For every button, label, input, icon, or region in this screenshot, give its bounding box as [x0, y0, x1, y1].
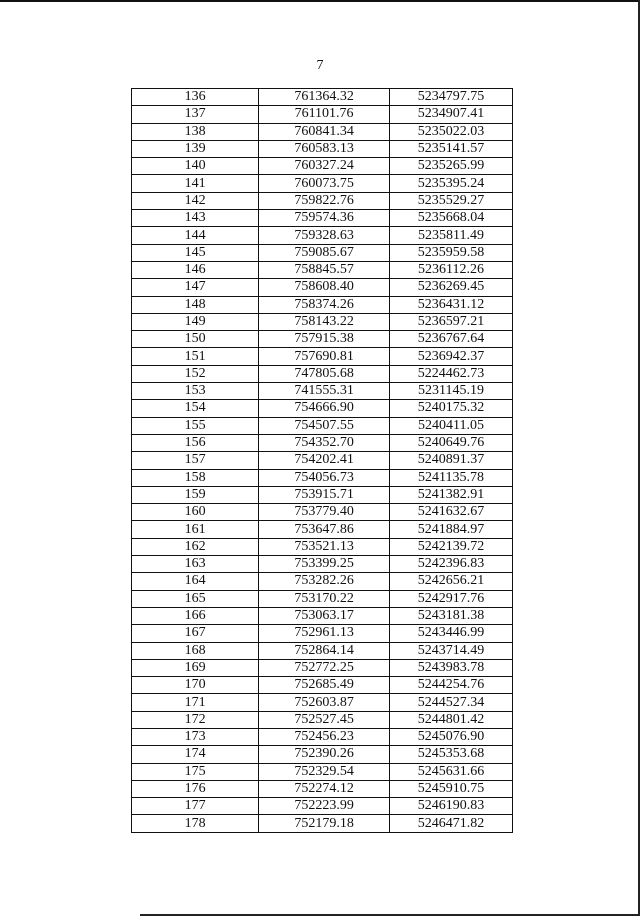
x-coordinate-cell: 753521.13: [259, 538, 390, 555]
table-row: [132, 625, 513, 642]
y-coordinate-cell: 5236942.37: [389, 348, 512, 365]
y-coordinate-cell: 5245910.75: [389, 780, 512, 797]
y-coordinate-cell: 5234907.41: [389, 106, 512, 123]
y-coordinate-cell: 5224462.73: [389, 365, 512, 382]
table-row: [132, 417, 513, 434]
y-coordinate-cell: 5246190.83: [389, 798, 512, 815]
point-number-cell: 171: [132, 694, 259, 711]
table-row: [132, 504, 513, 521]
y-coordinate-cell: 5244801.42: [389, 711, 512, 728]
point-number-cell: 169: [132, 659, 259, 676]
point-number-cell: 167: [132, 625, 259, 642]
x-coordinate-cell: 752456.23: [259, 728, 390, 745]
x-coordinate-cell: 752864.14: [259, 642, 390, 659]
y-coordinate-cell: 5245353.68: [389, 746, 512, 763]
y-coordinate-cell: 5240411.05: [389, 417, 512, 434]
table-row: [132, 140, 513, 157]
table-row: [132, 400, 513, 417]
y-coordinate-cell: 5236767.64: [389, 331, 512, 348]
table-row: [132, 210, 513, 227]
table-row: [132, 279, 513, 296]
point-number-cell: 153: [132, 383, 259, 400]
y-coordinate-cell: 5242656.21: [389, 573, 512, 590]
point-number-cell: 152: [132, 365, 259, 382]
point-number-cell: 175: [132, 763, 259, 780]
table-row: [132, 175, 513, 192]
point-number-cell: 151: [132, 348, 259, 365]
y-coordinate-cell: 5234797.75: [389, 89, 512, 106]
x-coordinate-cell: 760841.34: [259, 123, 390, 140]
y-coordinate-cell: 5240649.76: [389, 434, 512, 451]
point-number-cell: 161: [132, 521, 259, 538]
y-coordinate-cell: 5236597.21: [389, 313, 512, 330]
x-coordinate-cell: 752274.12: [259, 780, 390, 797]
table-row: [132, 815, 513, 832]
coordinates-table: [131, 88, 513, 833]
point-number-cell: 145: [132, 244, 259, 261]
x-coordinate-cell: 759574.36: [259, 210, 390, 227]
y-coordinate-cell: 5235811.49: [389, 227, 512, 244]
point-number-cell: 148: [132, 296, 259, 313]
table-row: [132, 780, 513, 797]
coordinates-table-body: [132, 89, 513, 833]
table-row: [132, 573, 513, 590]
y-coordinate-cell: 5235022.03: [389, 123, 512, 140]
point-number-cell: 178: [132, 815, 259, 832]
table-row: [132, 798, 513, 815]
table-row: [132, 607, 513, 624]
x-coordinate-cell: 758374.26: [259, 296, 390, 313]
x-coordinate-cell: 761101.76: [259, 106, 390, 123]
x-coordinate-cell: 753063.17: [259, 607, 390, 624]
y-coordinate-cell: 5235529.27: [389, 192, 512, 209]
table-row: [132, 728, 513, 745]
table-row: [132, 694, 513, 711]
table-row: [132, 452, 513, 469]
point-number-cell: 173: [132, 728, 259, 745]
x-coordinate-cell: 759085.67: [259, 244, 390, 261]
y-coordinate-cell: 5242396.83: [389, 556, 512, 573]
y-coordinate-cell: 5235395.24: [389, 175, 512, 192]
point-number-cell: 159: [132, 486, 259, 503]
point-number-cell: 147: [132, 279, 259, 296]
x-coordinate-cell: 753282.26: [259, 573, 390, 590]
table-row: [132, 296, 513, 313]
x-coordinate-cell: 752961.13: [259, 625, 390, 642]
point-number-cell: 158: [132, 469, 259, 486]
point-number-cell: 143: [132, 210, 259, 227]
x-coordinate-cell: 761364.32: [259, 89, 390, 106]
point-number-cell: 140: [132, 158, 259, 175]
x-coordinate-cell: 753779.40: [259, 504, 390, 521]
x-coordinate-cell: 760583.13: [259, 140, 390, 157]
table-row: [132, 331, 513, 348]
point-number-cell: 170: [132, 677, 259, 694]
point-number-cell: 172: [132, 711, 259, 728]
x-coordinate-cell: 752329.54: [259, 763, 390, 780]
table-row: [132, 348, 513, 365]
x-coordinate-cell: 754666.90: [259, 400, 390, 417]
x-coordinate-cell: 758608.40: [259, 279, 390, 296]
y-coordinate-cell: 5244254.76: [389, 677, 512, 694]
page-number: 7: [316, 58, 324, 73]
y-coordinate-cell: 5240891.37: [389, 452, 512, 469]
point-number-cell: 138: [132, 123, 259, 140]
x-coordinate-cell: 760327.24: [259, 158, 390, 175]
x-coordinate-cell: 758143.22: [259, 313, 390, 330]
table-row: [132, 521, 513, 538]
point-number-cell: 162: [132, 538, 259, 555]
x-coordinate-cell: 752772.25: [259, 659, 390, 676]
table-row: [132, 227, 513, 244]
table-row: [132, 261, 513, 278]
y-coordinate-cell: 5235265.99: [389, 158, 512, 175]
table-row: [132, 89, 513, 106]
point-number-cell: 164: [132, 573, 259, 590]
point-number-cell: 156: [132, 434, 259, 451]
point-number-cell: 149: [132, 313, 259, 330]
point-number-cell: 168: [132, 642, 259, 659]
point-number-cell: 176: [132, 780, 259, 797]
table-row: [132, 469, 513, 486]
y-coordinate-cell: 5246471.82: [389, 815, 512, 832]
y-coordinate-cell: 5243714.49: [389, 642, 512, 659]
y-coordinate-cell: 5236269.45: [389, 279, 512, 296]
x-coordinate-cell: 760073.75: [259, 175, 390, 192]
y-coordinate-cell: 5244527.34: [389, 694, 512, 711]
table-row: [132, 365, 513, 382]
table-row: [132, 123, 513, 140]
table-row: [132, 383, 513, 400]
table-row: [132, 556, 513, 573]
point-number-cell: 141: [132, 175, 259, 192]
x-coordinate-cell: 752179.18: [259, 815, 390, 832]
x-coordinate-cell: 754056.73: [259, 469, 390, 486]
point-number-cell: 163: [132, 556, 259, 573]
point-number-cell: 157: [132, 452, 259, 469]
point-number-cell: 154: [132, 400, 259, 417]
x-coordinate-cell: 754352.70: [259, 434, 390, 451]
y-coordinate-cell: 5245076.90: [389, 728, 512, 745]
x-coordinate-cell: 759822.76: [259, 192, 390, 209]
y-coordinate-cell: 5235668.04: [389, 210, 512, 227]
x-coordinate-cell: 753399.25: [259, 556, 390, 573]
scan-border-top: [0, 0, 640, 2]
table-row: [132, 659, 513, 676]
y-coordinate-cell: 5236431.12: [389, 296, 512, 313]
point-number-cell: 136: [132, 89, 259, 106]
x-coordinate-cell: 754507.55: [259, 417, 390, 434]
y-coordinate-cell: 5243446.99: [389, 625, 512, 642]
y-coordinate-cell: 5231145.19: [389, 383, 512, 400]
x-coordinate-cell: 752603.87: [259, 694, 390, 711]
table-row: [132, 590, 513, 607]
y-coordinate-cell: 5245631.66: [389, 763, 512, 780]
point-number-cell: 144: [132, 227, 259, 244]
y-coordinate-cell: 5235141.57: [389, 140, 512, 157]
table-row: [132, 192, 513, 209]
y-coordinate-cell: 5242917.76: [389, 590, 512, 607]
table-row: [132, 763, 513, 780]
point-number-cell: 146: [132, 261, 259, 278]
point-number-cell: 160: [132, 504, 259, 521]
x-coordinate-cell: 753915.71: [259, 486, 390, 503]
y-coordinate-cell: 5236112.26: [389, 261, 512, 278]
table-row: [132, 434, 513, 451]
table-row: [132, 677, 513, 694]
table-row: [132, 244, 513, 261]
y-coordinate-cell: 5240175.32: [389, 400, 512, 417]
x-coordinate-cell: 741555.31: [259, 383, 390, 400]
point-number-cell: 139: [132, 140, 259, 157]
point-number-cell: 177: [132, 798, 259, 815]
x-coordinate-cell: 757690.81: [259, 348, 390, 365]
y-coordinate-cell: 5243983.78: [389, 659, 512, 676]
point-number-cell: 174: [132, 746, 259, 763]
point-number-cell: 166: [132, 607, 259, 624]
table-row: [132, 158, 513, 175]
point-number-cell: 155: [132, 417, 259, 434]
table-row: [132, 313, 513, 330]
point-number-cell: 165: [132, 590, 259, 607]
x-coordinate-cell: 753170.22: [259, 590, 390, 607]
y-coordinate-cell: 5241884.97: [389, 521, 512, 538]
x-coordinate-cell: 752527.45: [259, 711, 390, 728]
x-coordinate-cell: 757915.38: [259, 331, 390, 348]
x-coordinate-cell: 752223.99: [259, 798, 390, 815]
y-coordinate-cell: 5241135.78: [389, 469, 512, 486]
x-coordinate-cell: 754202.41: [259, 452, 390, 469]
point-number-cell: 137: [132, 106, 259, 123]
point-number-cell: 142: [132, 192, 259, 209]
y-coordinate-cell: 5243181.38: [389, 607, 512, 624]
x-coordinate-cell: 747805.68: [259, 365, 390, 382]
y-coordinate-cell: 5235959.58: [389, 244, 512, 261]
y-coordinate-cell: 5241382.91: [389, 486, 512, 503]
y-coordinate-cell: 5242139.72: [389, 538, 512, 555]
table-row: [132, 642, 513, 659]
table-row: [132, 106, 513, 123]
x-coordinate-cell: 759328.63: [259, 227, 390, 244]
x-coordinate-cell: 752390.26: [259, 746, 390, 763]
x-coordinate-cell: 752685.49: [259, 677, 390, 694]
x-coordinate-cell: 753647.86: [259, 521, 390, 538]
y-coordinate-cell: 5241632.67: [389, 504, 512, 521]
table-row: [132, 486, 513, 503]
table-row: [132, 538, 513, 555]
table-row: [132, 746, 513, 763]
table-row: [132, 711, 513, 728]
x-coordinate-cell: 758845.57: [259, 261, 390, 278]
point-number-cell: 150: [132, 331, 259, 348]
